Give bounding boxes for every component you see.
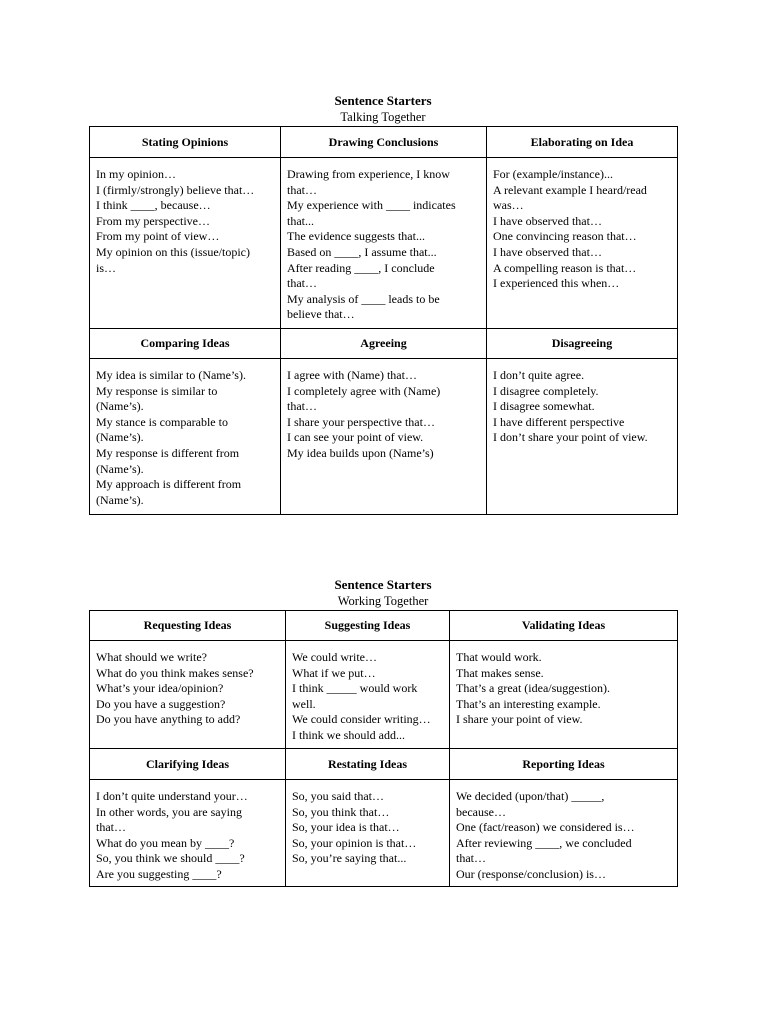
- table-cell: [450, 641, 678, 749]
- table-cell: [450, 780, 678, 887]
- sentence-starter-line: I disagree completely.: [493, 383, 599, 398]
- sentence-starter-line: That makes sense.: [456, 665, 544, 680]
- working-together-table: [89, 610, 678, 887]
- sentence-starter-line: I have observed that…: [493, 244, 602, 259]
- sentence-starter-line: I completely agree with (Name): [287, 383, 441, 398]
- sentence-starter-line: The evidence suggests that...: [287, 229, 425, 244]
- sentence-starter-line: (Name’s).: [96, 430, 144, 445]
- sentence-starter-line: That would work.: [456, 650, 542, 664]
- sentence-starter-line: We decided (upon/that) _____,: [456, 789, 605, 803]
- table-cell: [90, 359, 281, 515]
- table-body-row: [90, 359, 678, 515]
- talking-together-section: [89, 93, 677, 515]
- sentence-starter-line: From my point of view…: [96, 229, 220, 244]
- column-header: Suggesting Ideas: [286, 611, 450, 641]
- sentence-starter-line: I think _____ would work: [292, 681, 418, 696]
- table-body-row: [90, 780, 678, 887]
- sentence-starter-line: What should we write?: [96, 650, 207, 664]
- working-together-section: [89, 577, 677, 887]
- sentence-starter-line: because…: [456, 804, 506, 819]
- table-cell: [286, 641, 450, 749]
- sentence-starter-line: was…: [493, 198, 524, 213]
- sentence-starter-line: well.: [292, 696, 316, 711]
- sentence-starter-line: I share your point of view.: [456, 712, 583, 727]
- sentence-starter-line: I can see your point of view.: [287, 430, 424, 445]
- sentence-starter-line: What if we put…: [292, 665, 376, 680]
- sentence-starter-line: So, you think that…: [292, 804, 390, 819]
- sentence-starter-line: I have different perspective: [493, 414, 625, 429]
- sentence-starter-line: So, you’re saying that...: [292, 851, 407, 866]
- sentence-starter-line: that…: [456, 851, 486, 866]
- table-cell: [281, 158, 487, 329]
- table-cell: [90, 641, 286, 749]
- sentence-starter-line: My idea is similar to (Name’s).: [96, 368, 246, 382]
- sentence-starter-line: My experience with ____ indicates: [287, 198, 456, 213]
- sentence-starter-line: My stance is comparable to: [96, 414, 228, 429]
- table-body-row: [90, 641, 678, 749]
- sentence-starter-line: Do you have anything to add?: [96, 712, 241, 727]
- table-cell: [90, 158, 281, 329]
- sentence-starter-line: I disagree somewhat.: [493, 399, 595, 414]
- sentence-starter-line: (Name’s).: [96, 461, 144, 476]
- sentence-starter-line: After reading ____, I conclude: [287, 260, 435, 275]
- section-title: Sentence Starters: [334, 577, 432, 592]
- sentence-starter-line: So, your idea is that…: [292, 820, 400, 835]
- sentence-starter-line: In my opinion…: [96, 167, 176, 181]
- sentence-starter-line: In other words, you are saying: [96, 804, 242, 819]
- table-body-row: [90, 158, 678, 329]
- sentence-starter-line: I don’t quite agree.: [493, 368, 585, 382]
- sentence-starter-line: So, your opinion is that…: [292, 835, 417, 850]
- sentence-starter-line: I think we should add...: [292, 727, 405, 742]
- sentence-starter-line: believe that…: [287, 307, 355, 322]
- section-subtitle: Working Together: [337, 594, 429, 608]
- table-header-row: [90, 127, 678, 158]
- column-header: Agreeing: [281, 329, 487, 359]
- column-header: Stating Opinions: [90, 127, 281, 158]
- column-header: Validating Ideas: [450, 611, 678, 641]
- section-title: Sentence Starters: [334, 93, 432, 108]
- sentence-starter-line: Drawing from experience, I know: [287, 167, 450, 181]
- column-header: Disagreeing: [487, 329, 678, 359]
- sentence-starter-line: A relevant example I heard/read: [493, 182, 647, 197]
- sentence-starter-line: We could write…: [292, 650, 378, 664]
- sentence-starter-line: For (example/instance)...: [493, 167, 613, 181]
- sentence-starter-line: that…: [287, 276, 317, 291]
- sentence-starter-line: I (firmly/strongly) believe that…: [96, 182, 255, 197]
- sentence-starter-line: I share your perspective that…: [287, 414, 435, 429]
- sentence-starter-line: I experienced this when…: [493, 276, 620, 291]
- sentence-starter-line: I don’t quite understand your…: [96, 789, 248, 803]
- sentence-starter-line: What’s your idea/opinion?: [96, 681, 224, 696]
- sentence-starter-line: From my perspective…: [96, 213, 210, 228]
- table-cell: [281, 359, 487, 515]
- sentence-starter-line: I don’t share your point of view.: [493, 430, 648, 445]
- sentence-starter-line: that…: [287, 399, 317, 414]
- column-header: Requesting Ideas: [90, 611, 286, 641]
- sentence-starter-line: Do you have a suggestion?: [96, 696, 226, 711]
- sentence-starter-line: that…: [96, 820, 126, 835]
- table-cell: [487, 359, 678, 515]
- talking-together-table: [89, 126, 678, 515]
- column-header: Clarifying Ideas: [90, 749, 286, 780]
- sentence-starter-line: One (fact/reason) we considered is…: [456, 820, 635, 835]
- sentence-starter-line: So, you said that…: [292, 789, 384, 803]
- sentence-starter-line: (Name’s).: [96, 399, 144, 414]
- column-header: Drawing Conclusions: [281, 127, 487, 158]
- section-subtitle: Talking Together: [340, 110, 426, 124]
- sentence-starter-line: that...: [287, 213, 314, 228]
- sentence-starter-line: Based on ____, I assume that...: [287, 244, 437, 259]
- table-cell: [487, 158, 678, 329]
- sentence-starter-line: After reviewing ____, we concluded: [456, 835, 632, 850]
- column-header: Comparing Ideas: [90, 329, 281, 359]
- column-header: Restating Ideas: [286, 749, 450, 780]
- sentence-starter-line: One convincing reason that…: [493, 229, 637, 244]
- sentence-starter-line: is…: [96, 260, 117, 275]
- sentence-starter-line: What do you think makes sense?: [96, 665, 254, 680]
- sentence-starter-line: A compelling reason is that…: [493, 260, 637, 275]
- sentence-starter-line: My analysis of ____ leads to be: [287, 291, 440, 306]
- sentence-starter-line: What do you mean by ____?: [96, 835, 235, 850]
- sentence-starter-line: that…: [287, 182, 317, 197]
- sentence-starter-line: That’s a great (idea/suggestion).: [456, 681, 610, 696]
- sentence-starter-line: Are you suggesting ____?: [96, 866, 222, 881]
- sentence-starter-line: My response is different from: [96, 445, 240, 460]
- sentence-starter-line: We could consider writing…: [292, 712, 431, 727]
- table-header-row: [90, 329, 678, 359]
- sentence-starter-line: I agree with (Name) that…: [287, 368, 417, 382]
- sentence-starter-line: My approach is different from: [96, 477, 242, 492]
- sentence-starter-line: I have observed that…: [493, 213, 602, 228]
- table-header-row: [90, 749, 678, 780]
- sentence-starter-line: My opinion on this (issue/topic): [96, 244, 250, 259]
- sentence-starter-line: My idea builds upon (Name’s): [287, 445, 434, 460]
- table-cell: [90, 780, 286, 887]
- sentence-starter-line: So, you think we should ____?: [96, 851, 245, 866]
- column-header: Reporting Ideas: [450, 749, 678, 780]
- sentence-starter-line: That’s an interesting example.: [456, 696, 601, 711]
- table-cell: [286, 780, 450, 887]
- column-header: Elaborating on Idea: [487, 127, 678, 158]
- sentence-starter-line: (Name’s).: [96, 492, 144, 507]
- sentence-starter-line: My response is similar to: [96, 383, 218, 398]
- sentence-starter-line: Our (response/conclusion) is…: [456, 866, 606, 881]
- table-header-row: [90, 611, 678, 641]
- sentence-starter-line: I think ____, because…: [96, 198, 211, 213]
